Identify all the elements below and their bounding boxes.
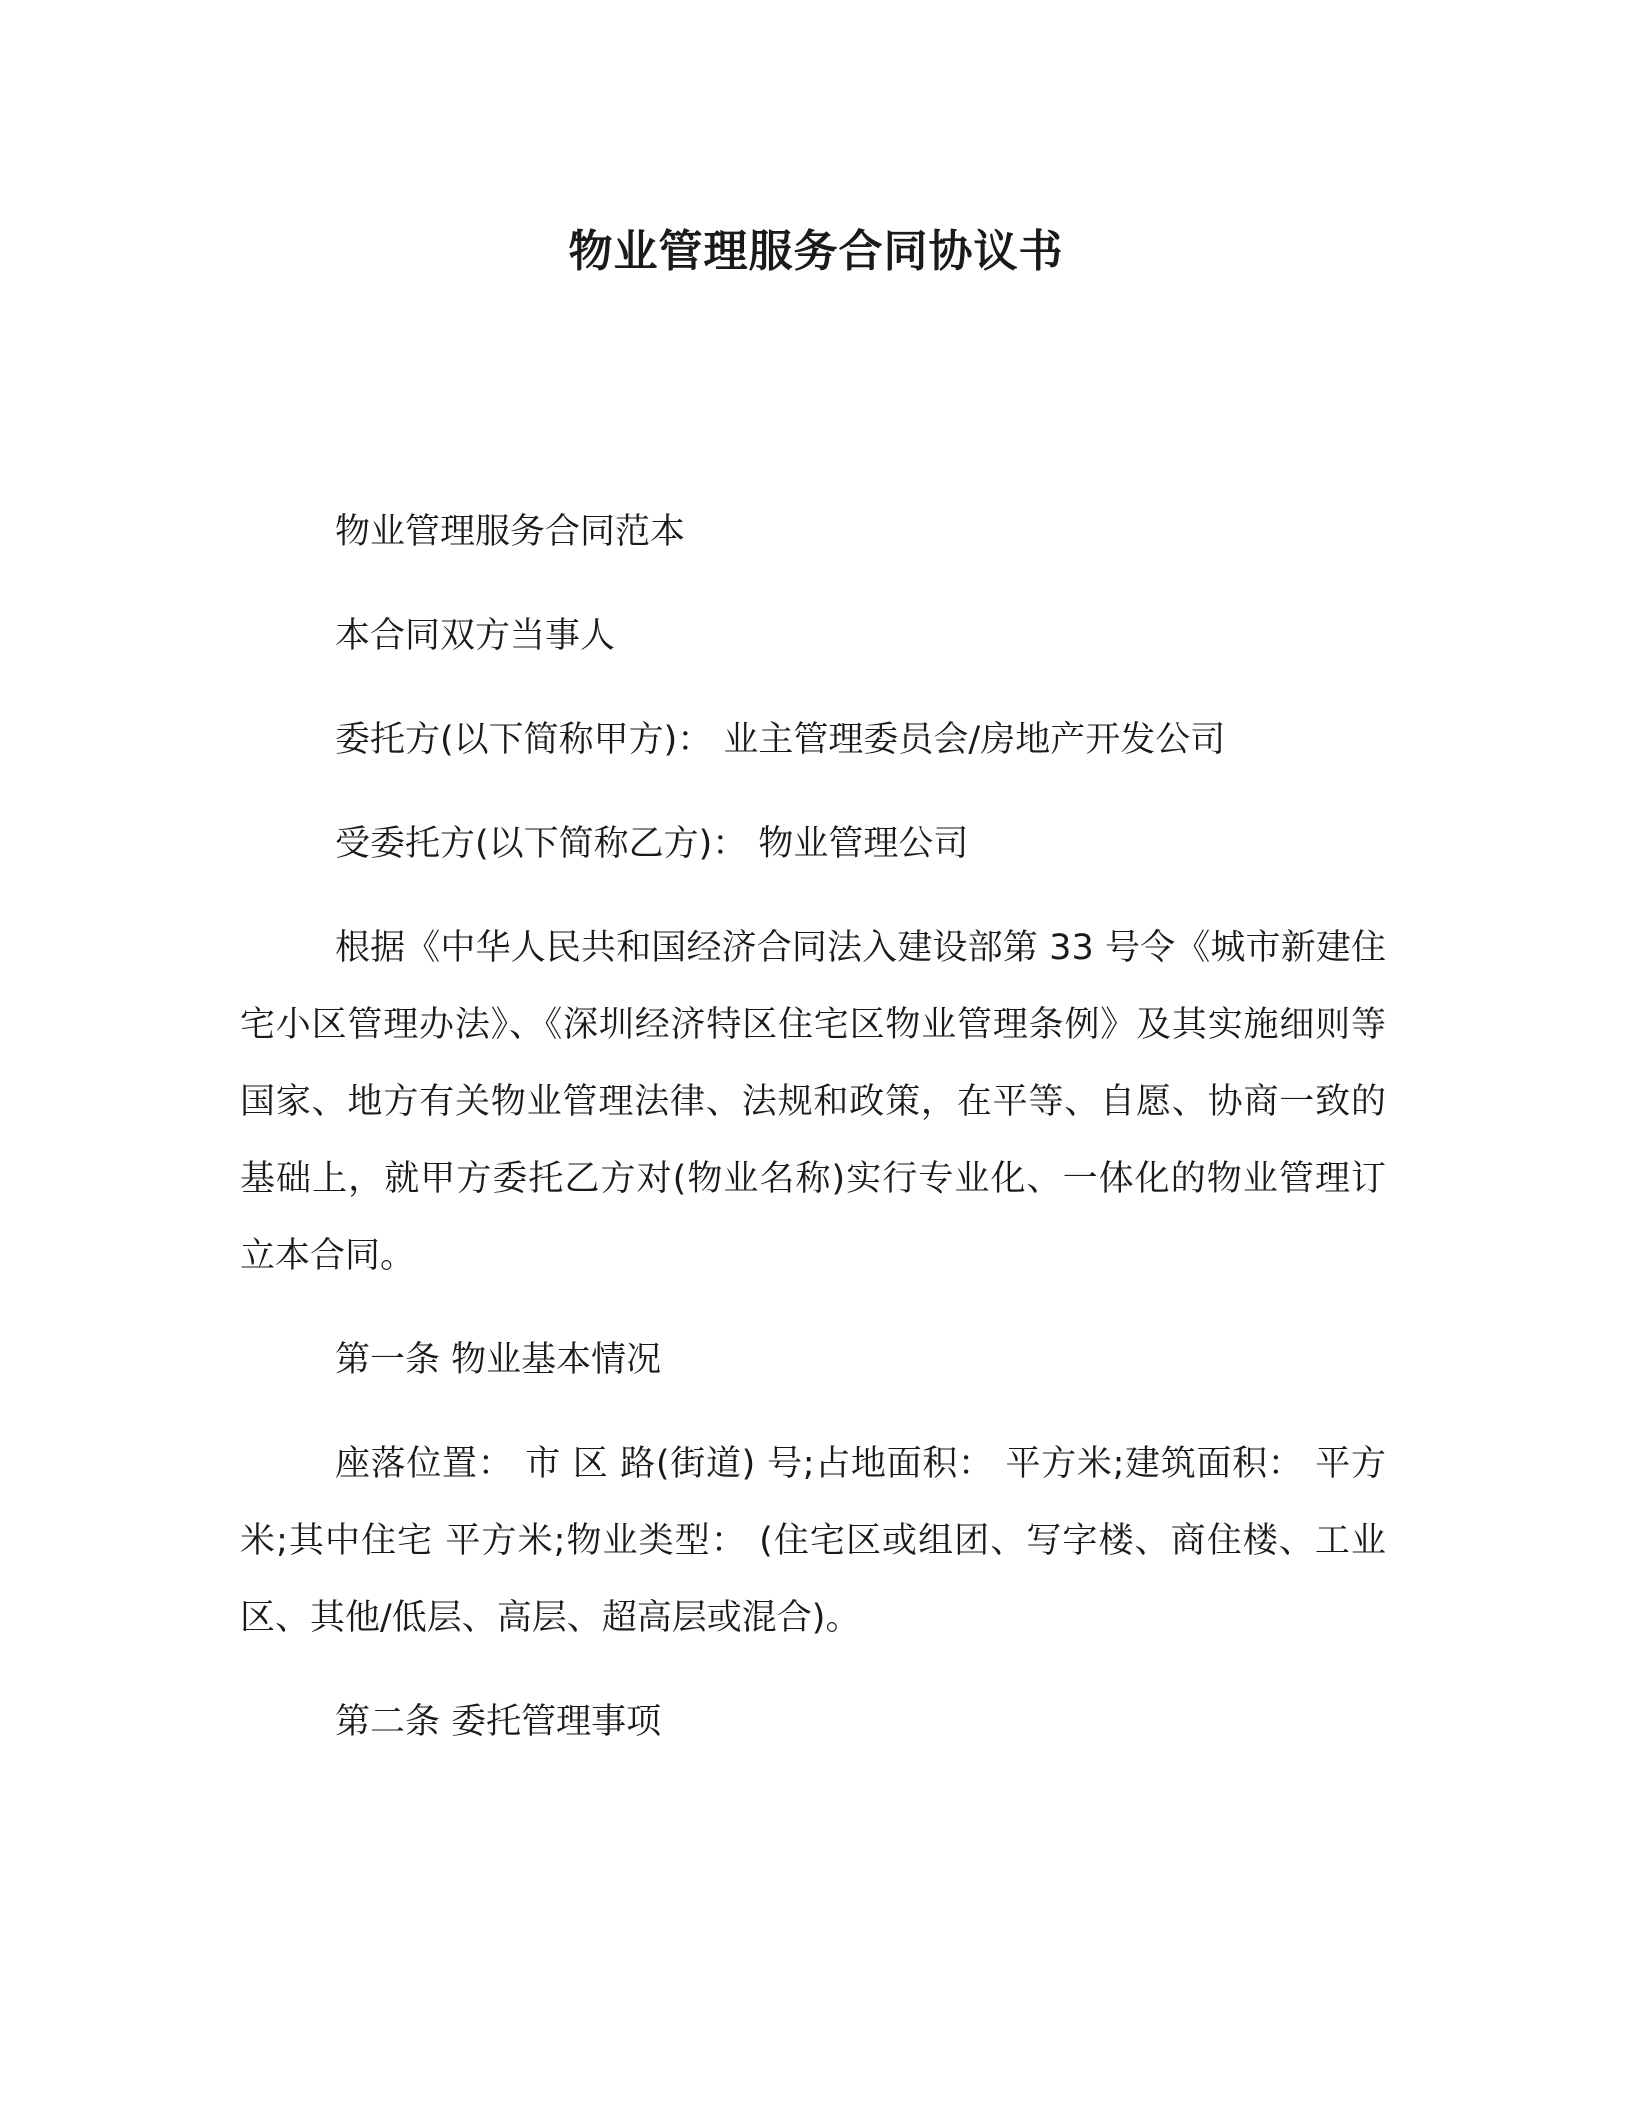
document-title: 物业管理服务合同协议书 bbox=[568, 226, 1064, 277]
paragraph-contract-template: 物业管理服务合同范本 bbox=[335, 512, 686, 552]
article-1-property-details: 座落位置： 市 区 路(街道) 号;占地面积： 平方米;建筑面积： 平方米;其中住宅 平方米;物业类型： (住宅区或组团、写字楼、商住楼、工业区、其他/低层、高层、超高层或混合)。 bbox=[240, 1444, 1386, 1638]
article-1-heading: 第一条 物业基本情况 bbox=[335, 1340, 662, 1380]
paragraph-party-a: 委托方(以下简称甲方)： 业主管理委员会/房地产开发公司 bbox=[335, 720, 1226, 760]
paragraph-parties-heading: 本合同双方当事人 bbox=[335, 616, 616, 656]
document-body bbox=[240, 494, 1386, 1788]
paragraph-legal-basis: 根据《中华人民共和国经济合同法入建设部第 33 号令《城市新建住宅小区管理办法》、《深圳经济特区住宅区物业管理条例》及其实施细则等国家、地方有关物业管理法律、法规和政策，在平等、自愿、协商一致的基础上，就甲方委托乙方对(物业名称)实行专业化、一体化的物业管理订立本合同。 bbox=[240, 928, 1386, 1276]
article-2-heading: 第二条 委托管理事项 bbox=[335, 1702, 662, 1742]
paragraph-party-b: 受委托方(以下简称乙方)： 物业管理公司 bbox=[335, 824, 969, 864]
